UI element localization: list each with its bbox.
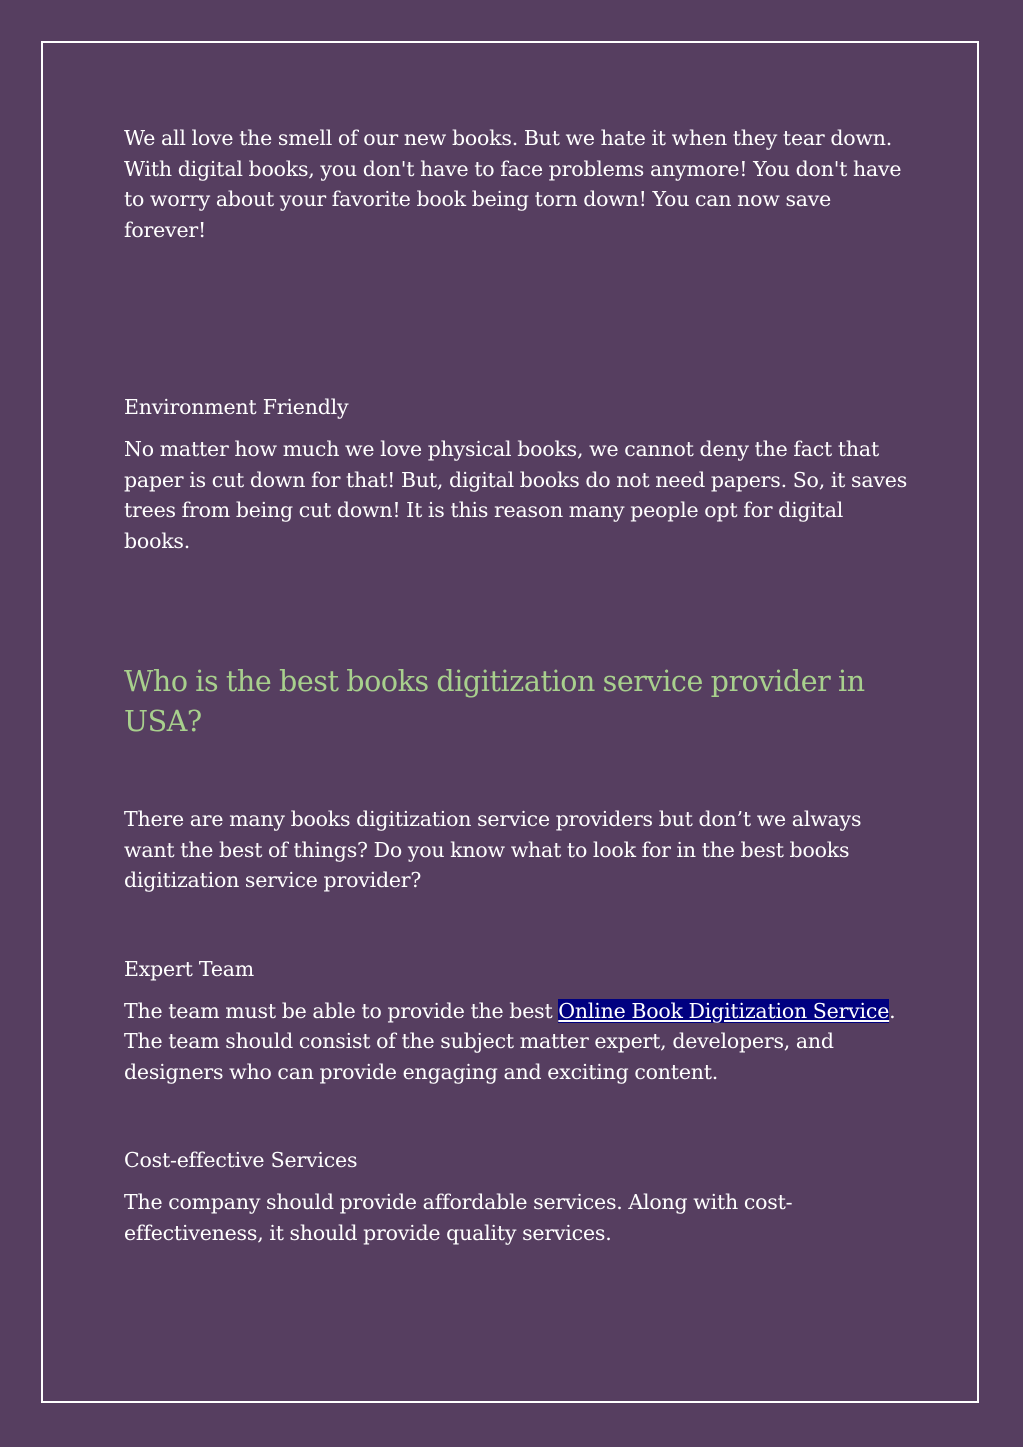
online-book-digitization-service-link[interactable]: Online Book Digitization Service xyxy=(558,998,890,1023)
heading-intro-paragraph: There are many books digitization service providers but don’t we always want the best of things? Do you know what to look for in the best books digitization service provider? xyxy=(124,807,862,892)
intro-paragraph: We all love the smell of our new books. But we hate it when they tear down. With digital books, you don't have to face problems anymore! You don't have to worry about your favorite book being torn down! You can now save forever! xyxy=(124,126,902,242)
expert-team-subheading: Expert Team xyxy=(124,956,255,981)
expert-team-text-after-link: . The team should consist of the subject matter expert, developers, and designers who can provide engaging and exciting content. xyxy=(124,998,896,1084)
environment-friendly-paragraph: No matter how much we love physical books, we cannot deny the fact that paper is cut down for that! But, digital books do not need papers. So, it saves trees from being cut down! It is this reason many people opt for digital books. xyxy=(124,437,908,553)
expert-team-text-before-link: The team must be able to provide the best xyxy=(124,998,559,1023)
cost-effective-paragraph: The company should provide affordable services. Along with cost-effectiveness, it should provide quality services. xyxy=(124,1190,793,1245)
document-content xyxy=(124,123,914,1248)
environment-friendly-subheading: Environment Friendly xyxy=(124,395,349,419)
section-heading: Who is the best books digitization service provider in USA? xyxy=(124,665,865,738)
expert-team-paragraph xyxy=(124,996,914,1088)
cost-effective-subheading: Cost-effective Services xyxy=(124,1148,358,1172)
